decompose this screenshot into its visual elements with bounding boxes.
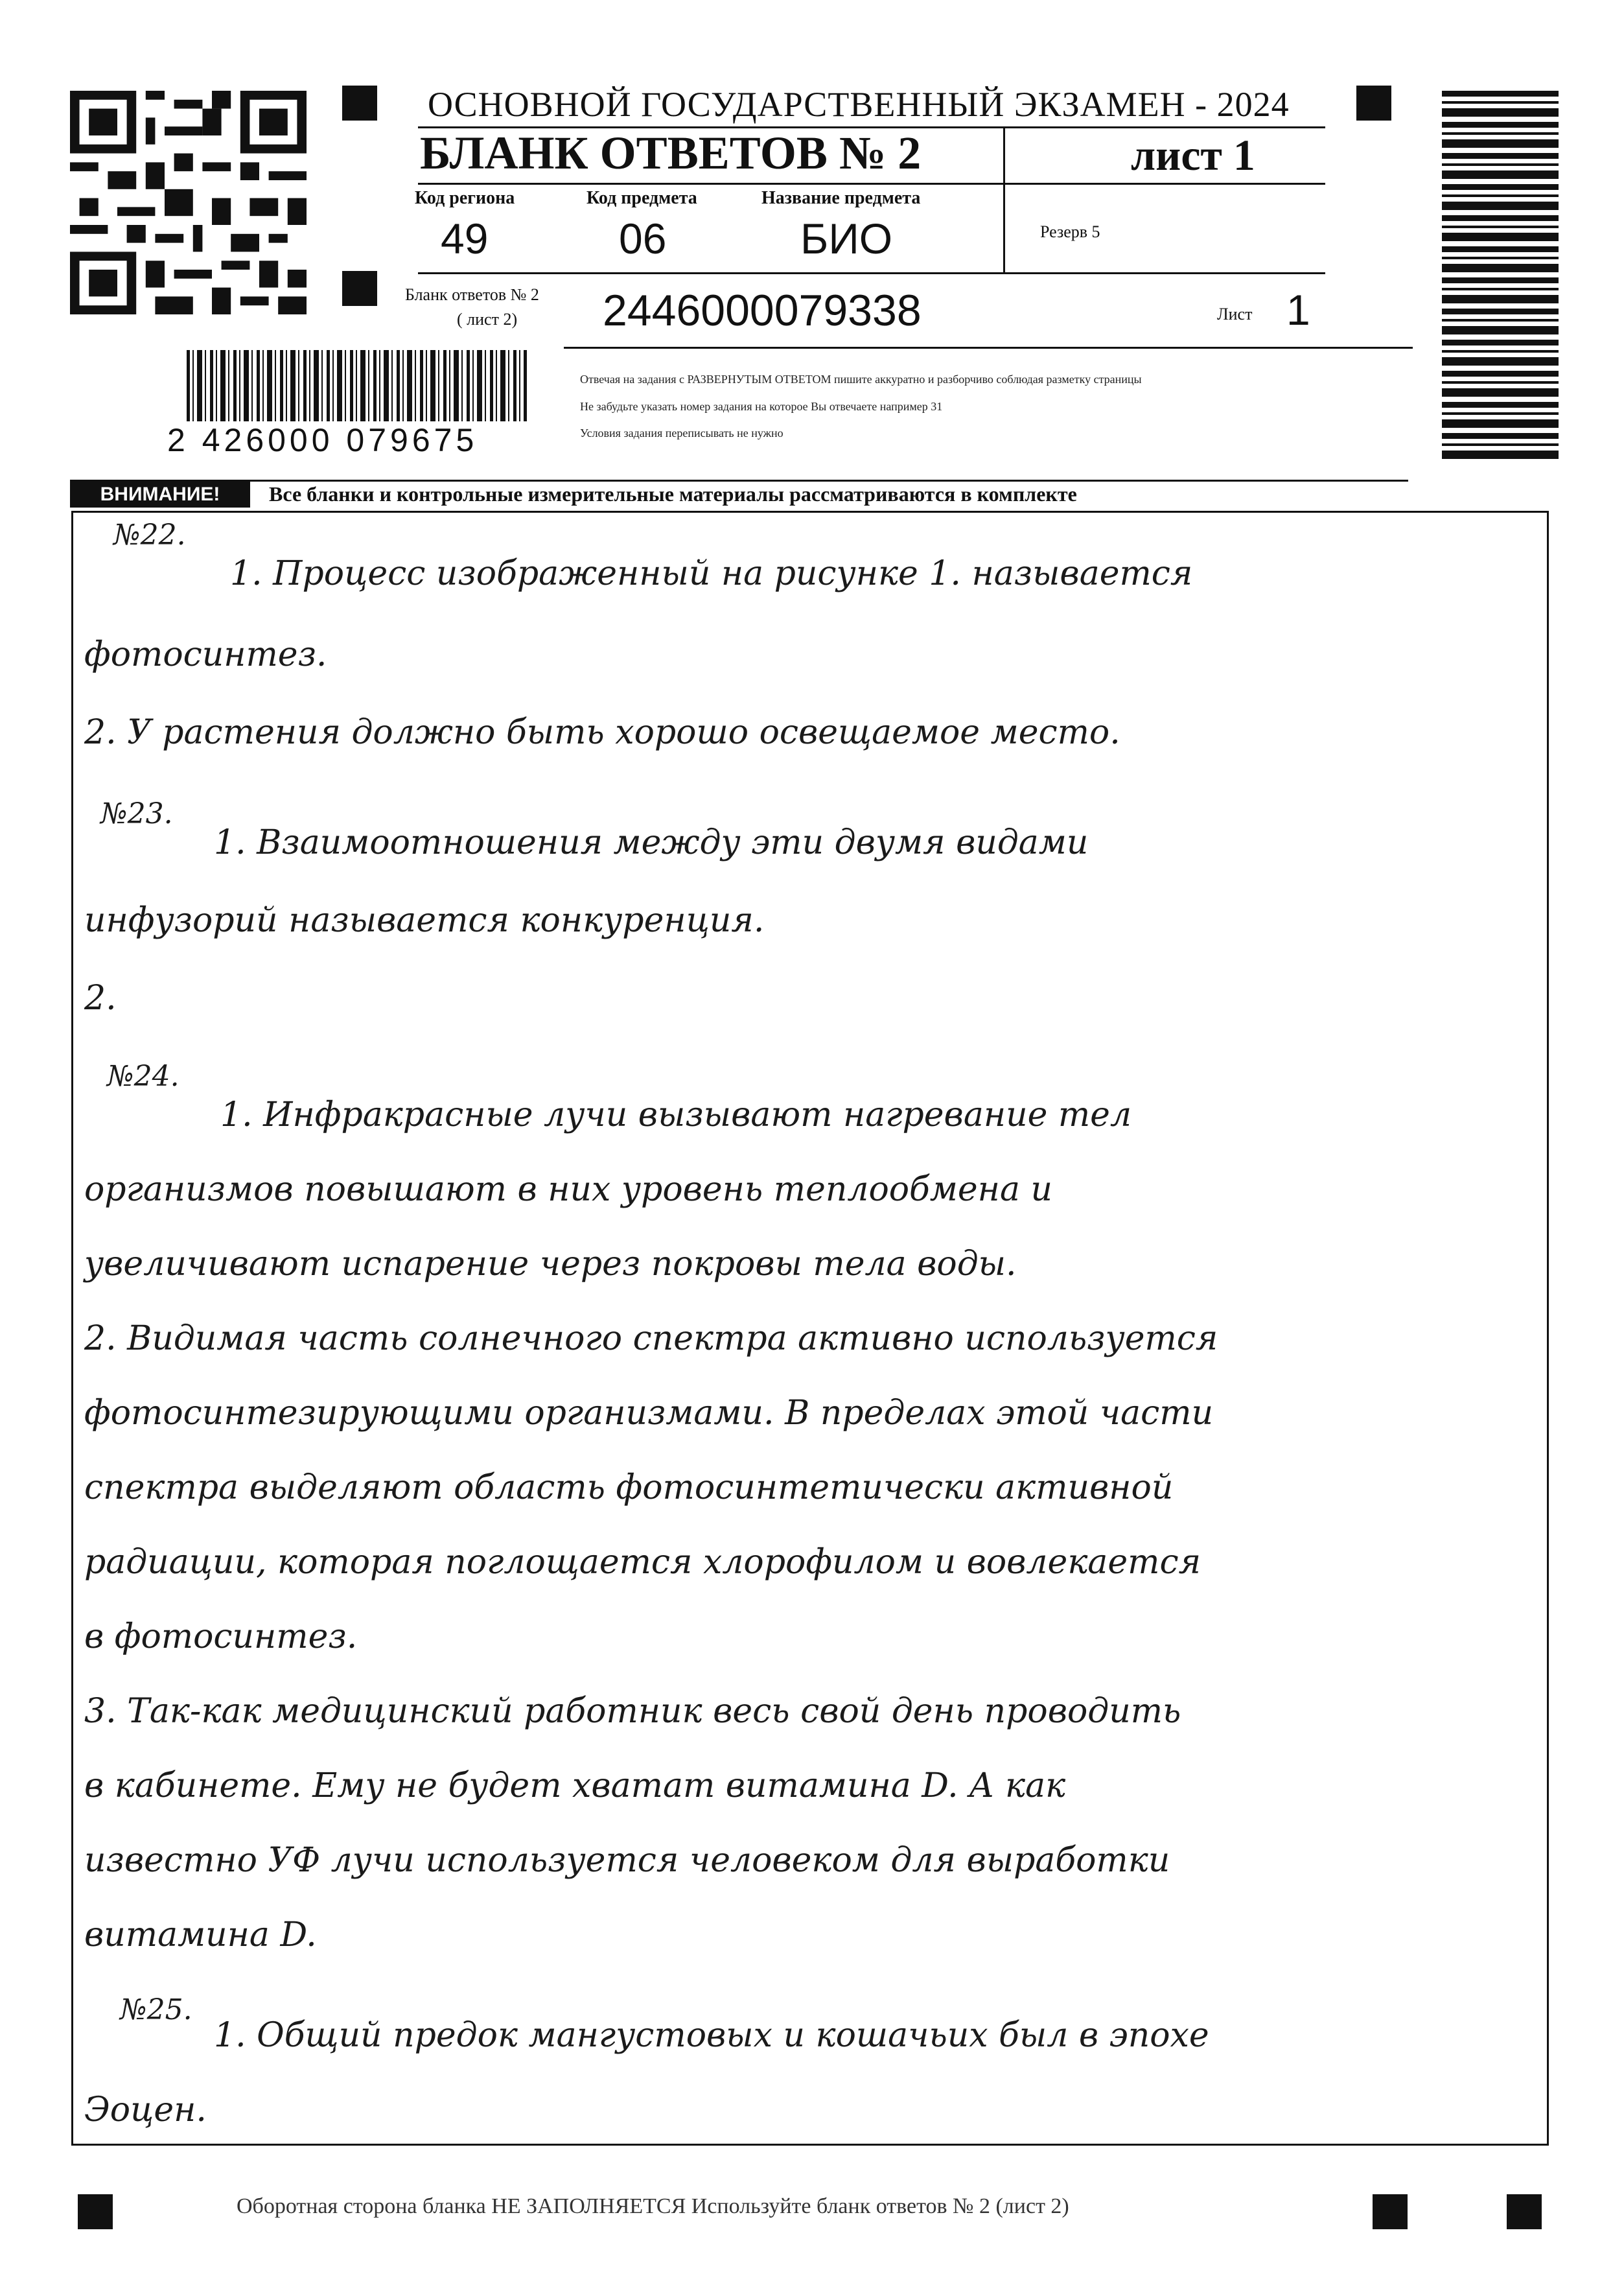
marker-top-left (342, 86, 377, 121)
marker-bottom-2 (1373, 2194, 1408, 2229)
form-ref-line2: ( лист 2) (457, 310, 518, 329)
question-25-number: №25. (120, 1993, 192, 2026)
exam-title: ОСНОВНОЙ ГОСУДАРСТВЕННЫЙ ЭКЗАМЕН - 2024 (428, 85, 1290, 124)
question-22-number: №22. (113, 519, 186, 552)
answer-line: 2. (84, 979, 117, 1018)
answer-line: 1. Инфракрасные лучи вызывают нагревание тел (220, 1096, 1132, 1134)
question-23-number: №23. (100, 797, 173, 830)
answer-line: в кабинете. Ему не будет хватат витамина D. А как (84, 1766, 1066, 1805)
marker-bottom-1 (78, 2194, 113, 2229)
answer-line: увеличивают испарение через покровы тела воды. (84, 1245, 1017, 1283)
sheet-label: Лист (1217, 305, 1253, 323)
answer-line: 1. Процесс изображенный на рисунке 1. называется (230, 554, 1193, 593)
region-label: Код региона (415, 188, 515, 208)
qr-code (70, 91, 307, 314)
warning-rule (70, 480, 1408, 482)
answer-line: фотосинтезирующими организмами. В пределах этой части (84, 1394, 1214, 1433)
header-rule-mid (418, 183, 1325, 185)
marker-bottom-3 (1507, 2194, 1542, 2229)
sheet-number: 1 (1286, 286, 1310, 334)
marker-top-right (1356, 86, 1391, 121)
form-number: 2446000079338 (603, 286, 922, 335)
sheet-title: лист 1 (1131, 130, 1255, 180)
answer-line: в фотосинтез. (84, 1617, 358, 1656)
answer-line: 2. У растения должно быть хорошо освещаемое место. (84, 713, 1120, 752)
answer-line: инфузорий называется конкуренция. (84, 901, 765, 940)
barcode-number: 2 426000 079675 (167, 422, 478, 458)
subject-name-label: Название предмета (761, 188, 921, 208)
answer-line: витамина D. (84, 1916, 317, 1954)
answer-line: организмов повышают в них уровень теплообмена и (84, 1170, 1052, 1209)
answer-line: 2. Видимая часть солнечного спектра активно используется (84, 1319, 1218, 1358)
answer-line: 1. Взаимоотношения между эти двумя видами (214, 823, 1089, 862)
instructions-line-1: Отвечая на задания с РАЗВЕРНУТЫМ ОТВЕТОМ пишите аккуратно и разборчиво соблюдая разметку страницы (580, 373, 1142, 386)
footer-note: Оборотная сторона бланка НЕ ЗАПОЛНЯЕТСЯ Используйте бланк ответов № 2 (лист 2) (237, 2194, 1069, 2218)
subject-code-value: 06 (619, 215, 667, 263)
warning-badge: ВНИМАНИЕ! (70, 482, 250, 508)
form-barcode (187, 350, 527, 421)
side-barcode (1442, 91, 1559, 463)
form-title: БЛАНК ОТВЕТОВ № 2 (420, 127, 922, 179)
header-rule-bottom (418, 272, 1325, 274)
answer-line: известно УФ лучи используется человеком для выработки (84, 1841, 1170, 1880)
warning-text: Все бланки и контрольные измерительные материалы рассматриваются в комплекте (269, 482, 1077, 506)
instructions-line-3: Условия задания переписывать не нужно (580, 427, 783, 439)
form-ref-line1: Бланк ответов № 2 (405, 285, 539, 304)
answer-line: спектра выделяют область фотосинтетически активной (84, 1468, 1174, 1507)
header-divider (1003, 126, 1005, 272)
marker-mid-left (342, 271, 377, 306)
answer-line: радиации, которая поглощается хлорофилом и вовлекается (84, 1543, 1201, 1582)
answer-line: фотосинтез. (84, 635, 327, 674)
subject-name-value: БИО (800, 215, 893, 263)
question-24-number: №24. (107, 1060, 180, 1093)
region-value: 49 (441, 215, 489, 263)
instructions-rule (564, 347, 1413, 349)
reserve-label: Резерв 5 (1040, 222, 1100, 241)
subject-code-label: Код предмета (586, 188, 697, 208)
answer-line: Эоцен. (84, 2091, 207, 2129)
instructions-line-2: Не забудьте указать номер задания на которое Вы отвечаете например 31 (580, 400, 943, 413)
answer-line: 3. Так-как медицинский работник весь свой день проводить (84, 1692, 1181, 1731)
answer-line: 1. Общий предок мангустовых и кошачьих был в эпохе (214, 2016, 1209, 2055)
